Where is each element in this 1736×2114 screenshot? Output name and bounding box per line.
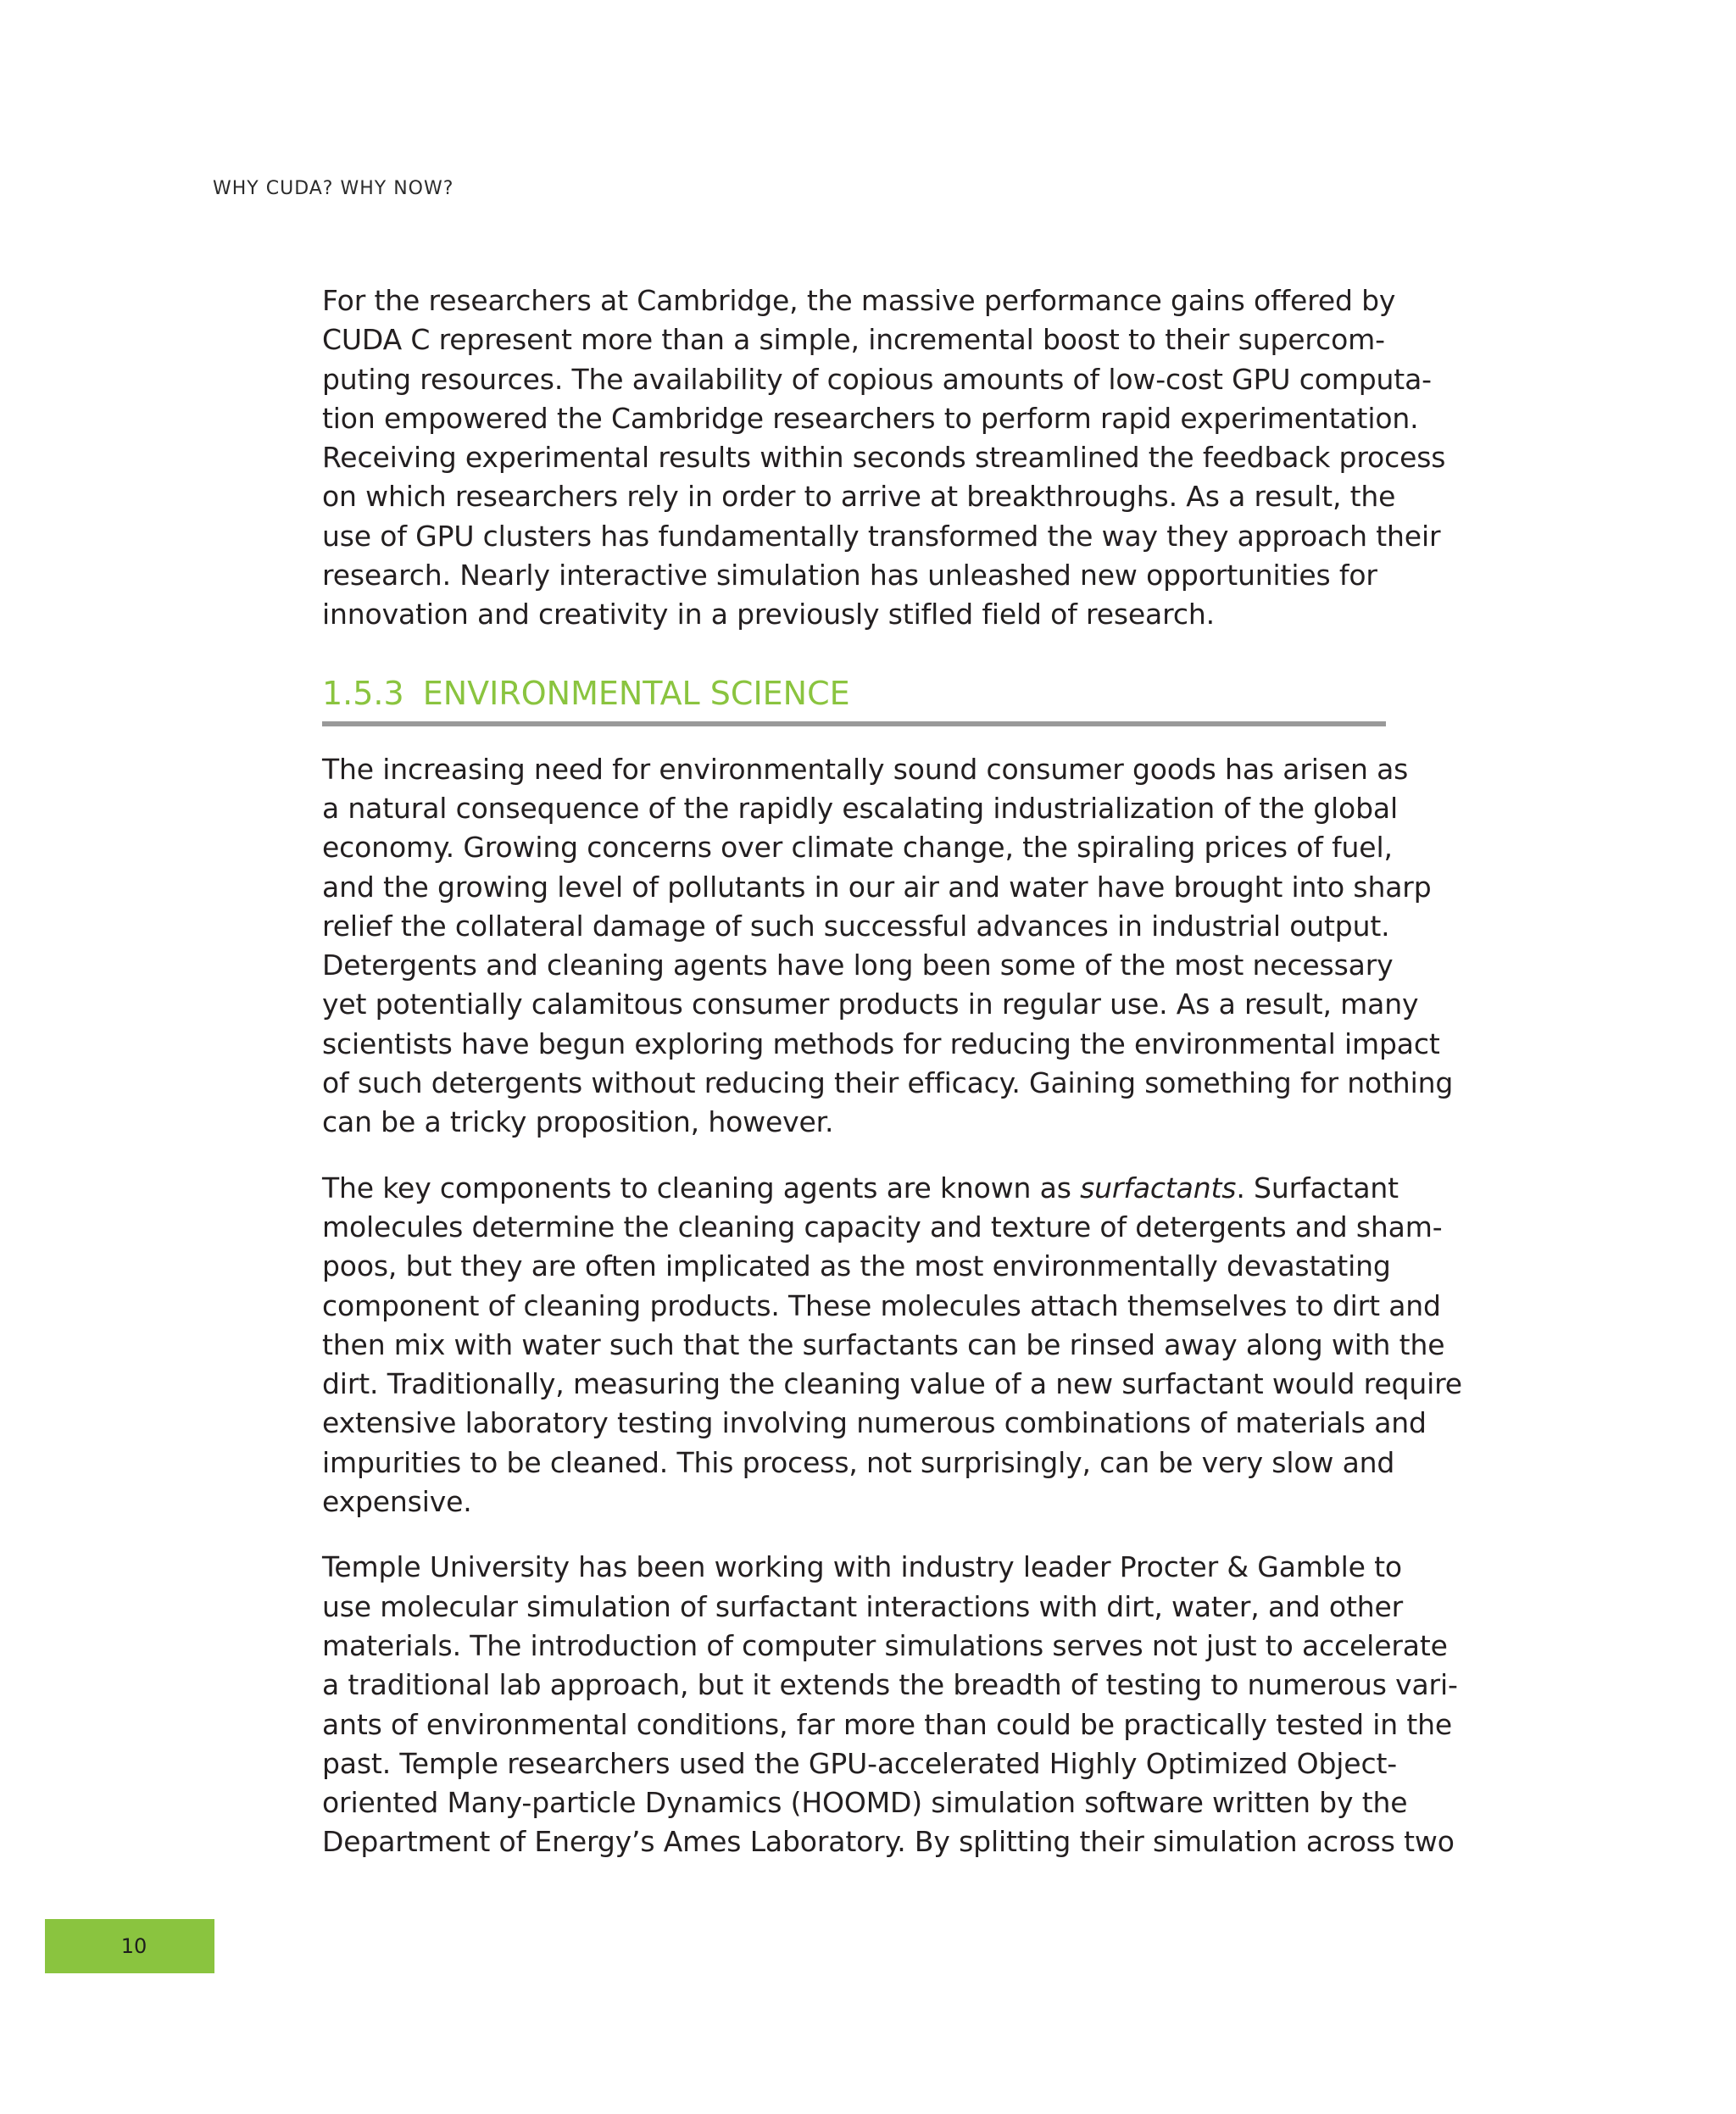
section-title: ENVIRONMENTAL SCIENCE — [422, 674, 850, 712]
paragraph-line: The increasing need for environmentally sound consumer goods has arisen as — [322, 752, 1409, 786]
paragraph-line: dirt. Traditionally, measuring the cleaning value of a new surfactant would require — [322, 1367, 1462, 1401]
running-header: WHY CUDA? WHY NOW? — [213, 178, 454, 199]
page-number: 10 — [120, 1934, 147, 1958]
paragraph-line: use molecular simulation of surfactant interactions with dirt, water, and other — [322, 1589, 1404, 1623]
paragraph-line: yet potentially calamitous consumer products in regular use. As a result, many — [322, 987, 1419, 1021]
section-heading — [322, 673, 1386, 726]
paragraph-line: can be a tricky proposition, however. — [322, 1105, 834, 1139]
paragraph-line: expensive. — [322, 1485, 472, 1519]
paragraph-line: and the growing level of pollutants in our air and water have brought into sharp — [322, 870, 1432, 904]
paragraph-line: research. Nearly interactive simulation has unleashed new opportunities for — [322, 559, 1377, 592]
paragraph-line: on which researchers rely in order to arrive at breakthroughs. As a result, the — [322, 480, 1396, 514]
paragraph-line: component of cleaning products. These molecules attach themselves to dirt and — [322, 1288, 1441, 1322]
paragraph-line: scientists have begun exploring methods for reducing the environmental impact — [322, 1026, 1440, 1060]
page-body — [322, 281, 1462, 1889]
text-run: . Surfactant — [1236, 1171, 1399, 1204]
section-number: 1.5.3 — [322, 674, 404, 712]
paragraph-line: a traditional lab approach, but it extends the breadth of testing to numerous vari- — [322, 1668, 1458, 1702]
paragraph-line: puting resources. The availability of copious amounts of low-cost GPU computa- — [322, 362, 1432, 396]
paragraph-line: of such detergents without reducing their efficacy. Gaining something for nothing — [322, 1066, 1454, 1100]
paragraph-line: past. Temple researchers used the GPU-accelerated Highly Optimized Object- — [322, 1746, 1398, 1780]
paragraph-line: extensive laboratory testing involving numerous combinations of materials and — [322, 1406, 1427, 1440]
italic-term: surfactants — [1080, 1171, 1237, 1204]
paragraph-line: poos, but they are often implicated as the most environmentally devastating — [322, 1249, 1391, 1283]
paragraph-2 — [322, 750, 1454, 1143]
paragraph-line: relief the collateral damage of such successful advances in industrial output. — [322, 909, 1390, 943]
paragraph-4 — [322, 1548, 1458, 1861]
paragraph-line: materials. The introduction of computer simulations serves not just to accelerate — [322, 1628, 1448, 1662]
paragraph-line: Detergents and cleaning agents have long been some of the most necessary — [322, 949, 1394, 982]
paragraph-line: innovation and creativity in a previously stifled field of research. — [322, 598, 1215, 631]
paragraph-line: molecules determine the cleaning capacity and texture of detergents and sham- — [322, 1210, 1443, 1243]
paragraph-line: use of GPU clusters has fundamentally transformed the way they approach their — [322, 519, 1441, 553]
paragraph-line: For the researchers at Cambridge, the massive performance gains offered by — [322, 284, 1396, 317]
paragraph-3 — [322, 1169, 1462, 1522]
paragraph-line: Department of Energy’s Ames Laboratory. By splitting their simulation across two — [322, 1825, 1455, 1859]
paragraph-line: oriented Many-particle Dynamics (HOOMD) simulation software written by the — [322, 1786, 1408, 1820]
text-run: The key components to cleaning agents are known as — [322, 1171, 1081, 1204]
paragraph-line: ants of environmental conditions, far more than could be practically tested in the — [322, 1707, 1453, 1741]
paragraph-line: CUDA C represent more than a simple, incremental boost to their supercom- — [322, 323, 1385, 357]
paragraph-line: impurities to be cleaned. This process, not surprisingly, can be very slow and — [322, 1445, 1395, 1479]
paragraph-line: Receiving experimental results within seconds streamlined the feedback process — [322, 441, 1446, 475]
paragraph-line — [322, 1169, 1399, 1208]
paragraph-line: then mix with water such that the surfactants can be rinsed away along with the — [322, 1327, 1445, 1361]
paragraph-line: Temple University has been working with industry leader Procter & Gamble to — [322, 1550, 1402, 1584]
paragraph-line: a natural consequence of the rapidly escalating industrialization of the global — [322, 791, 1398, 825]
paragraph-line: economy. Growing concerns over climate change, the spiraling prices of fuel, — [322, 831, 1393, 865]
page-number-tab — [45, 1919, 214, 1973]
paragraph-line: tion empowered the Cambridge researchers to perform rapid experimentation. — [322, 401, 1419, 435]
paragraph-1 — [322, 281, 1446, 635]
